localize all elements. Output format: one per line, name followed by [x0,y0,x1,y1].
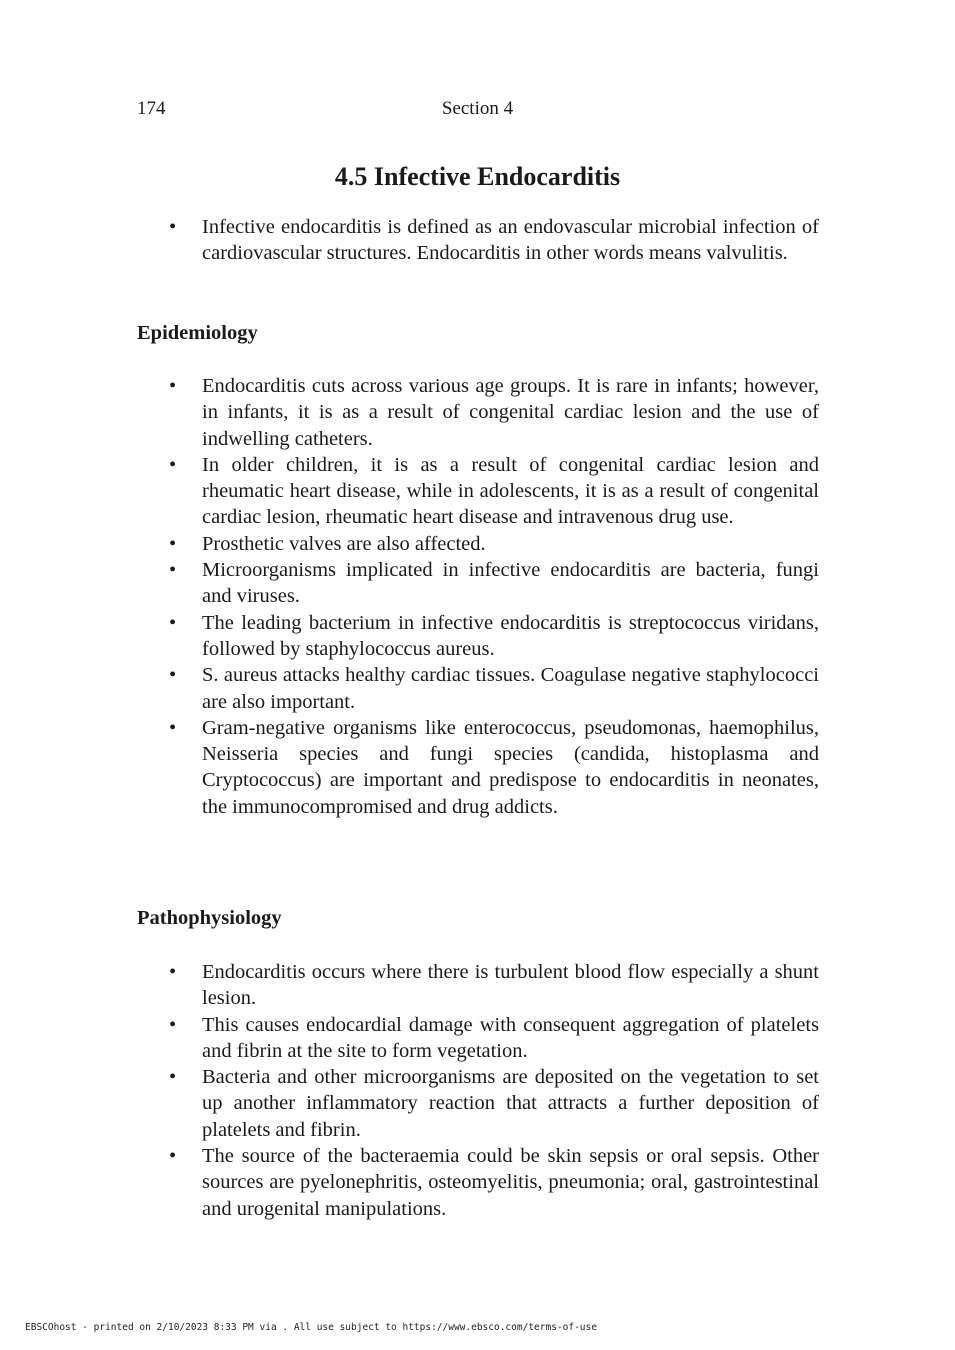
list-item: • Microorganisms implicated in infective endocarditis are bacteria, fungi and viruses. [202,557,819,610]
list-item: • Infective endocarditis is defined as an endovascular microbial infection of cardiovascular structures. Endocarditis in other words means valvulitis. [202,214,819,267]
list-item: • Bacteria and other microorganisms are deposited on the vegetation to set up another inflammatory reaction that attracts a further deposition of platelets and fibrin. [202,1064,819,1143]
section-title: 4.5 Infective Endocarditis [334,162,621,191]
list-item: • In older children, it is as a result of congenital cardiac lesion and rheumatic heart disease, while in adolescents, it is as a result of congenital cardiac lesion, rheumatic heart disease and intravenous drug use. [202,452,819,531]
list-item: • Endocarditis occurs where there is turbulent blood flow especially a shunt lesion. [202,959,819,1012]
intro-block [0,214,955,267]
epidemiology-heading: Epidemiology [137,322,258,344]
list-item: • This causes endocardial damage with consequent aggregation of platelets and fibrin at the site to form vegetation. [202,1012,819,1065]
list-item: • Endocarditis cuts across various age groups. It is rare in infants; however, in infants, it is as a result of congenital cardiac lesion and the use of indwelling catheters. [202,373,819,452]
list-item: • Gram-negative organisms like enterococcus, pseudomonas, haemophilus, Neisseria species and fungi species (candida, histoplasma and Cryptococcus) are important and predispose to endocarditis in neonates, the immunocompromised and drug addicts. [202,715,819,820]
pathophysiology-heading: Pathophysiology [137,907,282,929]
list-item: • The leading bacterium in infective endocarditis is streptococcus viridans, followed by staphylococcus aureus. [202,610,819,663]
epidemiology-block [0,373,955,820]
pathophysiology-bullet-list [0,959,955,1222]
pathophysiology-block [0,959,955,1222]
list-item: • The source of the bacteraemia could be skin sepsis or oral sepsis. Other sources are pyelonephritis, osteomyelitis, pneumonia; oral, gastrointestinal and urogenital manipulations. [202,1143,819,1222]
intro-bullet-list [0,214,955,267]
list-item: • S. aureus attacks healthy cardiac tissues. Coagulase negative staphylococci are also important. [202,662,819,715]
epidemiology-bullet-list [0,373,955,820]
print-footer: EBSCOhost - printed on 2/10/2023 8:33 PM via . All use subject to https://www.ebsco.com/terms-of-use [25,1322,597,1333]
page-number: 174 [137,98,166,119]
list-item: • Prosthetic valves are also affected. [202,531,819,557]
running-head: Section 4 [441,98,514,119]
